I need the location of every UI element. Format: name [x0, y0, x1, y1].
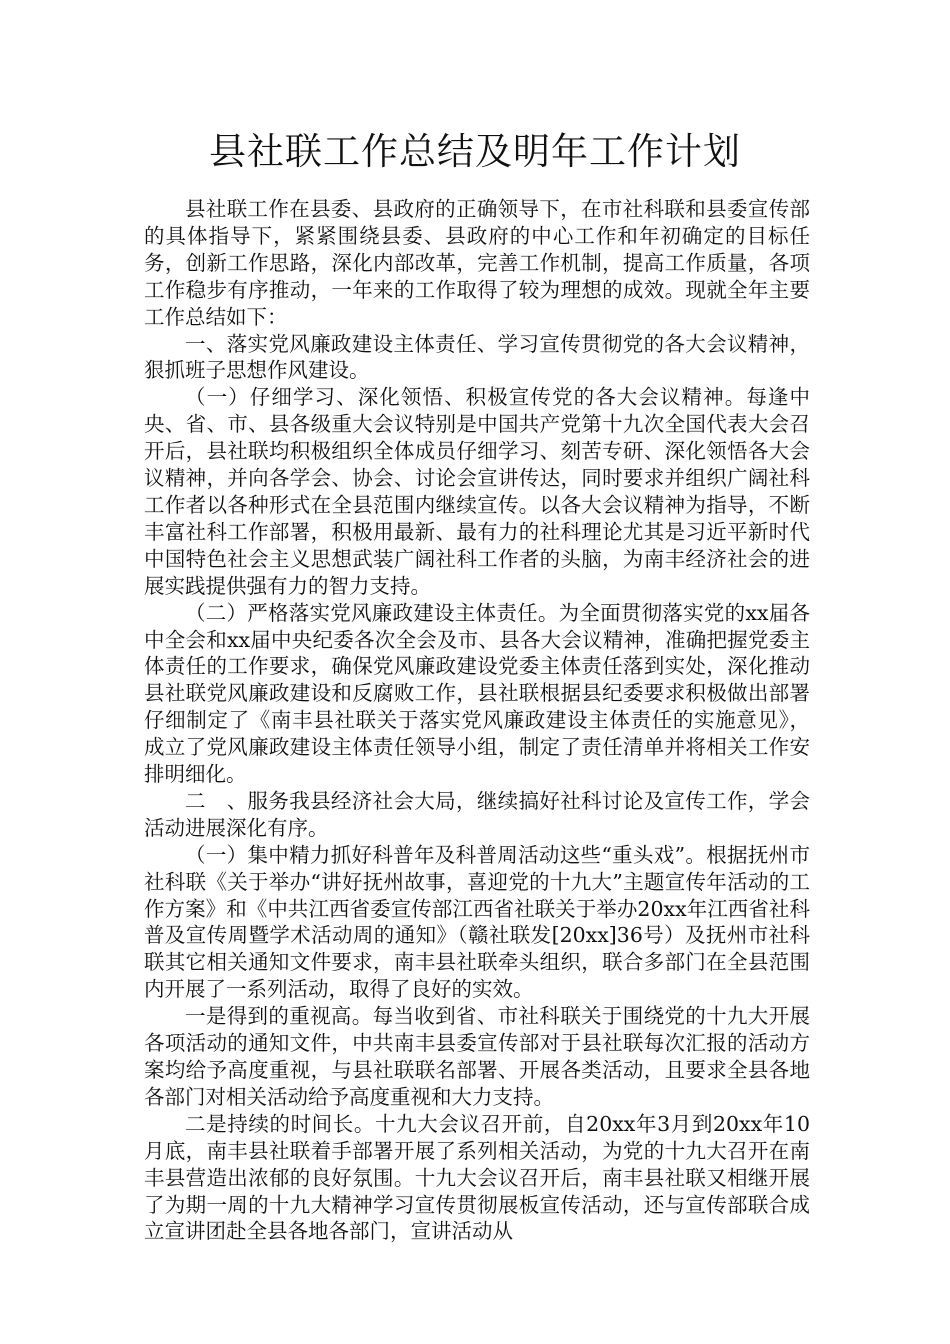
paragraph-point-2: 二是持续的时间长。十九大会议召开前，自20xx年3月到20xx年10月底，南丰县社联着手部署开展了系列相关活动，为党的十九大召开在南丰县营造出浓郁的良好氛围。十九大会议召开后，南丰县社联又相继开展了为期一周的十九大精神学习宣传贯彻展板宣传活动，还与宣传部联合成立宣讲团赴全县各地各部门，宣讲活动从 — [144, 1111, 810, 1244]
document-title: 县社联工作总结及明年工作计划 — [209, 130, 741, 173]
paragraph-1-2: （二）严格落实党风廉政建设主体责任。为全面贯彻落实党的xx届各中全会和xx届中央纪委各次全会及市、县各大会议精神，准确把握党委主体责任的工作要求，确保党风廉政建设党委主体责任落到实处，深化推动县社联党风廉政建设和反腐败工作，县社联根据县纪委要求积极做出部署仔细制定了《南丰县社联关于落实党风廉政建设主体责任的实施意见》，成立了党风廉政建设主体责任领导小组，制定了责任清单并将相关工作安排明细化。 — [144, 600, 810, 787]
paragraph-2-1: （一）集中精力抓好科普年及科普周活动这些“重头戏”。根据抚州市社科联《关于举办“讲好抚州故事，喜迎党的十九大”主题宣传年活动的工作方案》和《中共江西省委宣传部江西省社联关于举办20xx年江西省社科普及宣传周暨学术活动周的通知》（赣社联发[20xx]36号）及抚州市社科联其它相关通知文件要求，南丰县社联牵头组织，联合多部门在全县范围内开展了一系列活动，取得了良好的实效。 — [144, 842, 810, 1002]
section-heading-2: 二 、服务我县经济社会大局，继续搞好社科讨论及宣传工作，学会活动进展深化有序。 — [144, 788, 810, 840]
paragraph-1-1: （一）仔细学习、深化领悟、积极宣传党的各大会议精神。每逢中央、省、市、县各级重大会议特别是中国共产党第十九次全国代表大会召开后，县社联均积极组织全体成员仔细学习、刻苦专研、深化领悟各大会议精神，并向各学会、协会、讨论会宣讲传达，同时要求并组织广阔社科工作者以各种形式在全县范围内继续宣传。以各大会议精神为指导，不断丰富社科工作部署，积极用最新、最有力的社科理论尤其是习近平新时代中国特色社会主义思想武装广阔社科工作者的头脑，为南丰经济社会的进展实践提供强有力的智力支持。 — [144, 385, 810, 598]
paragraph-intro: 县社联工作在县委、县政府的正确领导下，在市社科联和县委宣传部的具体指导下，紧紧围绕县委、县政府的中心工作和年初确定的目标任务，创新工作思路，深化内部改革，完善工作机制，提高工作质量，各项工作稳步有序推动，一年来的工作取得了较为理想的成效。现就全年主要工作总结如下： — [144, 197, 810, 329]
paragraph-point-1: 一是得到的重视高。每当收到省、市社科联关于围绕党的十九大开展各项活动的通知文件，中共南丰县委宣传部对于县社联每次汇报的活动方案均给予高度重视，与县社联联名部署、开展各类活动，且要求全县各地各部门对相关活动给予高度重视和大力支持。 — [144, 1004, 810, 1109]
document-body — [144, 196, 810, 1245]
section-heading-1: 一、落实党风廉政建设主体责任、学习宣传贯彻党的各大会议精神，狠抓班子思想作风建设。 — [144, 331, 810, 383]
